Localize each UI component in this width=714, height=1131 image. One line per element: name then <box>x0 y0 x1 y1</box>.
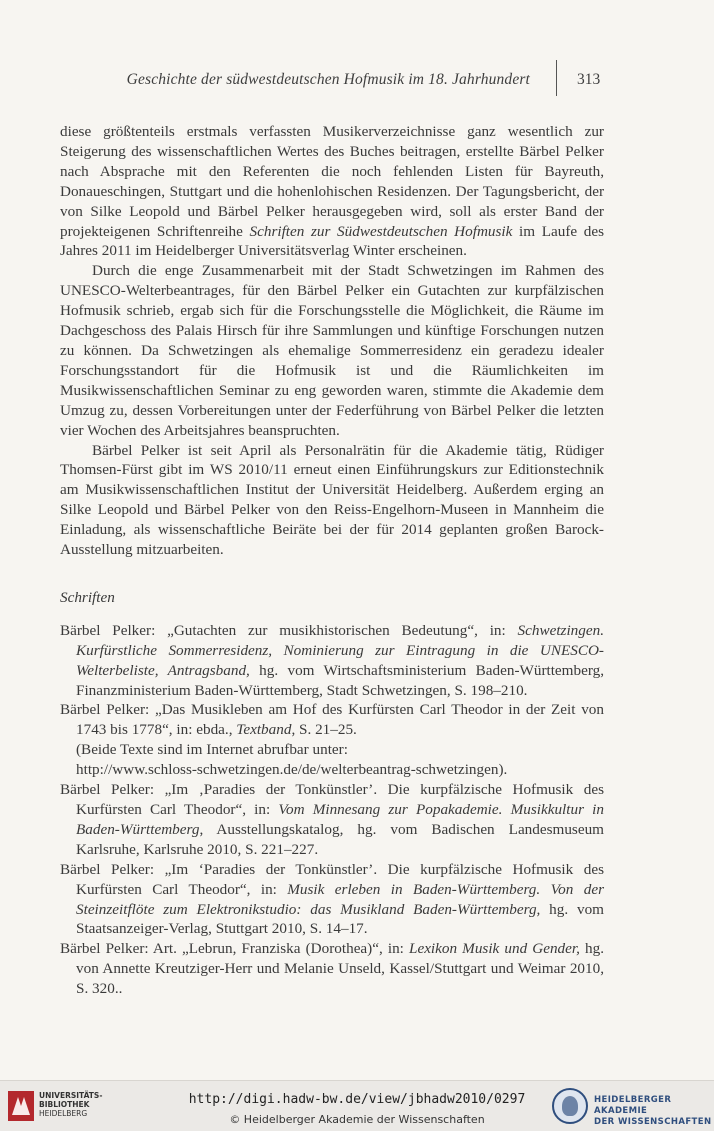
reference-4: Bärbel Pelker: „Im ‘Paradies der Tonkünstler’. Die kurpfälzische Hofmusik des Kurfürsten Carl Theodor“, in: Musik erleben in Baden-Württemberg. Von der Steinzeitflöte zum Elektronikstudio: das Musikland Baden-Württemberg, hg. vom Staatsanzeiger-Verlag, Stuttgart 2010, S. 14–17. <box>60 860 604 938</box>
section-heading-schriften: Schriften <box>60 588 115 606</box>
reference-1: Bärbel Pelker: „Gutachten zur musikhistorischen Bedeutung“, in: Schwetzingen. Kurfürstliche Sommerresidenz, Nominierung zur Eintragung in die UNESCO-Welterbeliste, Antragsband, hg. vom Wirtschaftsministerium Baden-Württemberg, Finanzministerium Baden-Württemberg, Stadt Schwetzingen, S. 198–210. <box>60 621 604 699</box>
hadw-seal-icon <box>552 1088 588 1124</box>
hadw-name: HEIDELBERGER AKADEMIE DER WISSENSCHAFTEN <box>594 1095 712 1127</box>
digitization-footer <box>0 1080 714 1131</box>
reference-2: Bärbel Pelker: „Das Musikleben am Hof des Kurfürsten Carl Theodor in der Zeit von 1743 bis 1778“, in: ebda., Textband, S. 21–25. (Beide Texte sind im Internet abrufbar unter: http://www.schloss-schwetzingen.de/de/welterbeantrag-schwetzingen). <box>60 701 604 779</box>
paragraph-2: Durch die enge Zusammenarbeit mit der Stadt Schwetzingen im Rahmen des UNESCO-Welterbeantrages, für den Bärbel Pelker ein Gutachten zur kurpfälzischen Hofmusik schrieb, ergab sich für die Forschungsstelle die Möglichkeit, die Räume im Dachgeschoss des Palais Hirsch für ihre Sammlungen und künftige Forschungen nutzen zu können. Da Schwetzingen als ehemalige Sommerresidenz ein geradezu idealer Forschungsstandort für die Hofmusik ist und die Räumlichkeiten im Musikwissenschaftlichen Seminar zu eng geworden waren, stimmte die Akademie dem Umzug zu, dessen Vorbereitungen unter der Federführung von Bärbel Pelker die letzten vier Wochen des Arbeitsjahres beanspruchten. <box>60 262 604 439</box>
reference-note: (Beide Texte sind im Internet abrufbar unter: <box>76 741 348 759</box>
permalink-url[interactable]: http://digi.hadw-bw.de/view/jbhadw2010/0297 <box>188 1092 526 1107</box>
ub-heidelberg-name: UNIVERSITÄTS- BIBLIOTHEK HEIDELBERG <box>39 1091 103 1118</box>
reference-5: Bärbel Pelker: Art. „Lebrun, Franziska (Dorothea)“, in: Lexikon Musik und Gender, hg. von Annette Kreutziger-Herr und Melanie Unseld, Kassel/Stuttgart und Weimar 2010, S. 320.. <box>60 940 604 998</box>
paragraph-1: diese größtenteils erstmals verfassten Musikerverzeichnisse ganz wesentlich zur Steigerung des wissenschaftlichen Wertes des Buches beitragen, erstellte Bärbel Pelker nach Absprache mit den Referenten die noch fehlenden Listen für Bayreuth, Donaueschingen, Stuttgart und die hohenlohischen Residenzen. Der Tagungsbericht, der von Silke Leopold und Bärbel Pelker herausgegeben wird, soll als erster Band der projekteigenen Schriftenreihe Schriften zur Südwestdeutschen Hofmusik im Laufe des Jahres 2011 im Heidelberger Universitätsverlag Winter erscheinen. <box>60 123 604 260</box>
reference-url: http://www.schloss-schwetzingen.de/de/welterbeantrag-schwetzingen). <box>76 761 508 779</box>
page-number: 313 <box>577 71 601 88</box>
header-divider <box>556 60 557 96</box>
reference-3: Bärbel Pelker: „Im ‚Paradies der Tonkünstler’. Die kurpfälzische Hofmusik des Kurfürsten Carl Theodor“, in: Vom Minnesang zur Popakademie. Musikkultur in Baden-Württemberg, Ausstellungskatalog, hg. vom Badischen Landesmuseum Karlsruhe, Karlsruhe 2010, S. 221–227. <box>60 781 604 858</box>
main-text <box>60 122 604 999</box>
copyright-notice: © Heidelberger Akademie der Wissenschaften <box>229 1113 485 1126</box>
paragraph-3: Bärbel Pelker ist seit April als Personalrätin für die Akademie tätig, Rüdiger Thomsen-Fürst gibt im WS 2010/11 erneut einen Einführungskurs zur Editionstechnik am Musikwissenschaftlichen Institut der Universität Heidelberg. Außerdem erging an Silke Leopold und Bärbel Pelker von den Reiss-Engelhorn-Museen in Mannheim die Einladung, als wissenschaftliche Beiräte bei der für 2014 geplanten großen Barock-Ausstellung mitzuarbeiten. <box>60 441 604 559</box>
running-title: Geschichte der südwestdeutschen Hofmusik im 18. Jahrhundert <box>126 71 530 88</box>
running-header <box>0 0 714 100</box>
